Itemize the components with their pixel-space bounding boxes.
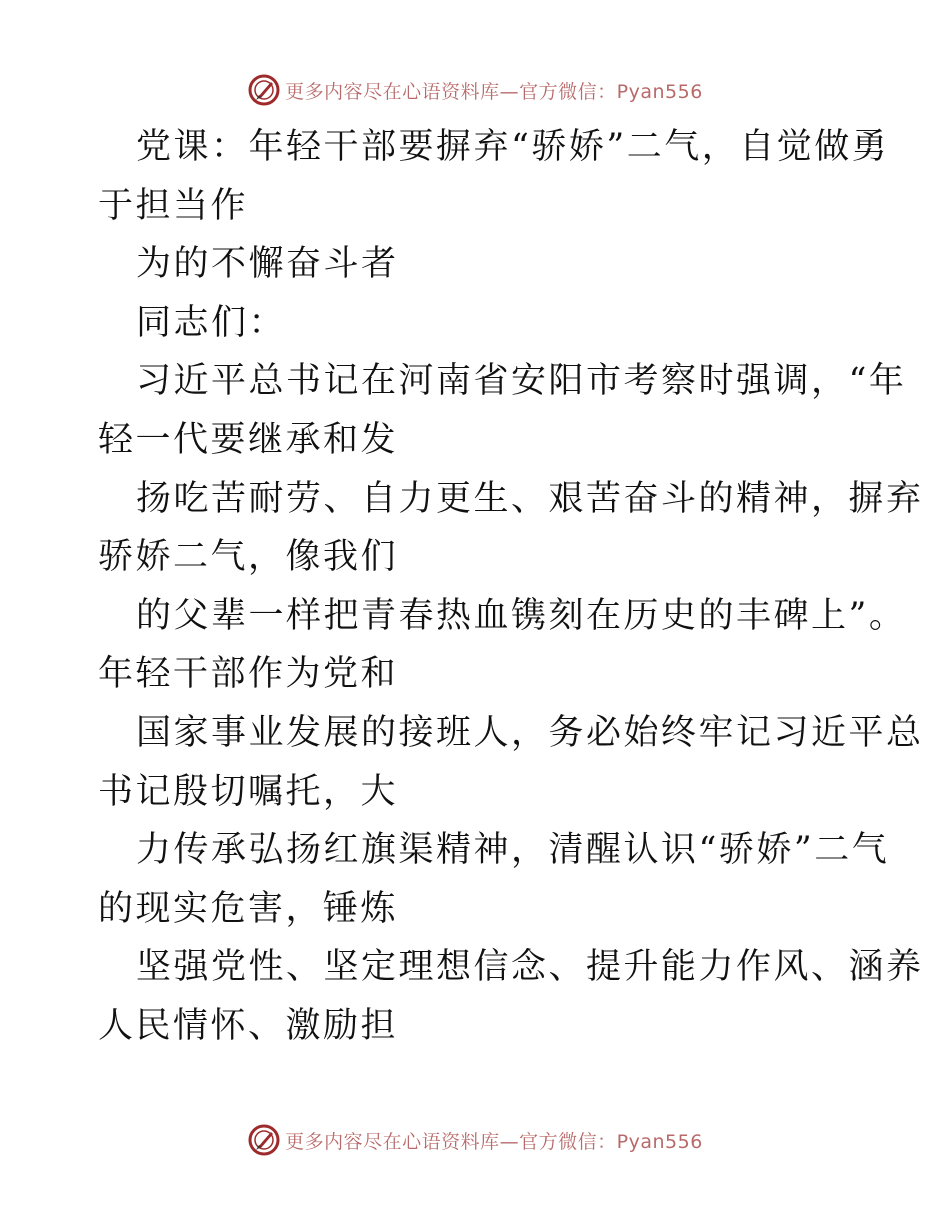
paragraph-line: 力传承弘扬红旗渠精神，清醒认识“骄娇”二气 [136,830,890,871]
paragraph-line: 的现实危害，锤炼 [98,888,399,929]
salutation: 同志们： [136,302,287,343]
header-banner [0,70,950,110]
paragraph-line: 轻一代要继承和发 [98,419,399,460]
header-banner-text: 更多内容尽在心语资料库—官方微信：Pyan556 [285,80,703,103]
title-line-2: 于担当作 [98,185,249,226]
document-body [98,118,924,1056]
footer-banner [0,1120,950,1160]
title-line-3: 为的不懈奋斗者 [136,244,399,285]
paragraph-line: 习近平总书记在河南省安阳市考察时强调，“年 [136,361,907,402]
paragraph-line: 书记殷切嘱托，大 [98,771,399,812]
footer-banner-text: 更多内容尽在心语资料库—官方微信：Pyan556 [285,1130,703,1153]
paragraph-line: 扬吃苦耐劳、自力更生、艰苦奋斗的精神，摒弃 [136,478,924,519]
paragraph-line: 的父辈一样把青春热血镌刻在历史的丰碑上”。 [136,595,907,636]
paragraph-line: 年轻干部作为党和 [98,654,399,695]
paragraph-line: 坚强党性、坚定理想信念、提升能力作风、涵养 [136,947,924,988]
paragraph-line: 国家事业发展的接班人，务必始终牢记习近平总 [136,712,924,753]
paragraph-line: 骄娇二气，像我们 [98,537,399,578]
title-line-1: 党课：年轻干部要摒弃“骄娇”二气，自觉做勇 [136,127,890,167]
paragraph-line: 人民情怀、激励担 [98,1005,399,1046]
quill-seal-icon [247,1123,281,1157]
quill-seal-icon [247,73,281,107]
